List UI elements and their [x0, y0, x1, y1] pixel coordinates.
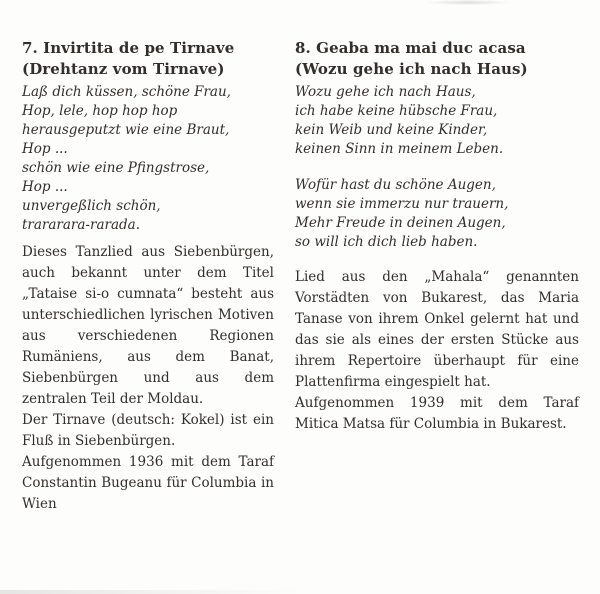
lyric-line: Hop, lele, hop hop hop [22, 103, 178, 119]
lyric-line: Mehr Freude in deinen Augen, [295, 215, 506, 231]
scan-smudge-bottom [0, 590, 300, 594]
scan-smudge-top [428, 0, 508, 5]
lyric-line: kein Weib und keine Kinder, [295, 122, 488, 138]
notes-paragraph: Aufgenommen 1936 mit dem Taraf Constantin Bugeanu für Columbia in Wien [22, 454, 274, 512]
notes-paragraph: Lied aus den „Mahala“ genannten Vorstädten von Bukarest, das Maria Tanase von ihrem Onkel gelernt hat und das sie als eines der ersten Stücke aus ihrem Repertoire überhaupt für eine Plattenfirma eingespielt hat. [295, 269, 579, 390]
track-7-subtitle: (Drehtanz vom Tirnave) [22, 60, 225, 78]
lyrics-stanza-1 [295, 83, 579, 159]
notes-paragraph: Dieses Tanzlied aus Siebenbürgen, auch bekannt unter dem Titel „Tataise si-o cumnata“ besteht aus unterschiedlichen lyrischen Motiven aus verschiedenen Regionen Rumäniens, aus dem Banat, Siebenbürgen und aus dem zentralen Teil der Moldau. [22, 244, 274, 407]
lyric-line: ich habe keine hübsche Frau, [295, 103, 498, 119]
track-7-section [22, 38, 274, 515]
track-7-lyrics [22, 83, 274, 235]
lyric-line: Hop ... [22, 179, 68, 195]
track-8-notes [295, 267, 579, 435]
track-8-title: 8. Geaba ma mai duc acasa [295, 39, 526, 57]
lyric-line: Laß dich küssen, schöne Frau, [22, 84, 231, 100]
track-8-lyrics [295, 83, 579, 252]
lyric-line: wenn sie immerzu nur trauern, [295, 196, 509, 212]
lyric-line: trararara-rarada. [22, 217, 140, 233]
lyric-line: unvergeßlich schön, [22, 198, 161, 214]
notes-paragraph: Der Tirnave (deutsch: Kokel) ist ein Fluß in Siebenbürgen. [22, 412, 274, 449]
lyric-line: Wozu gehe ich nach Haus, [295, 84, 476, 100]
stanza-gap [295, 159, 579, 176]
track-7-notes [22, 242, 274, 515]
lyric-line: schön wie eine Pfingstrose, [22, 160, 210, 176]
lyric-line: Wofür hast du schöne Augen, [295, 177, 496, 193]
two-column-layout [22, 38, 579, 515]
track-8-subtitle: (Wozu gehe ich nach Haus) [295, 60, 528, 78]
notes-paragraph: Aufgenommen 1939 mit dem Taraf Mitica Matsa für Columbia in Bukarest. [295, 395, 579, 432]
lyric-line: keinen Sinn in meinem Leben. [295, 141, 504, 157]
track-8-section [295, 38, 579, 515]
track-7-title: 7. Invirtita de pe Tirnave [22, 39, 235, 57]
lyric-line: so will ich dich lieb haben. [295, 234, 478, 250]
lyric-line: Hop ... [22, 141, 68, 157]
lyric-line: herausgeputzt wie eine Braut, [22, 122, 230, 138]
lyrics-stanza-2 [295, 176, 579, 252]
